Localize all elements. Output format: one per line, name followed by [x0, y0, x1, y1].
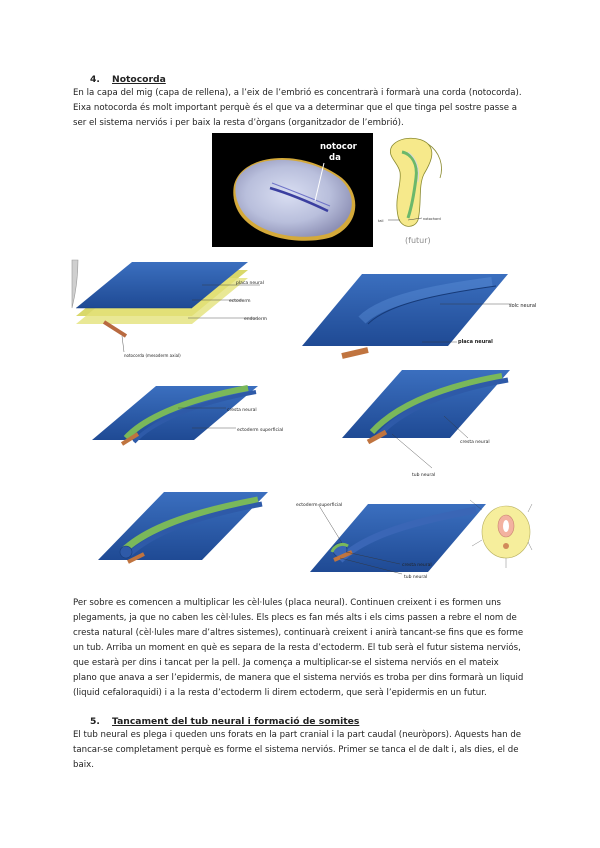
- section-4-paragraph: [73, 86, 529, 131]
- panel-2: [302, 274, 536, 356]
- tail-label: tail: [378, 219, 384, 223]
- paragraph-line: plano que anava a ser l’epidermis, de manera que el sistema nerviós es troba per dins formarà un liquid: [73, 673, 524, 683]
- label-ectoderm-superficial: ectoderm superficial: [237, 428, 284, 433]
- label-solc-neural: solc neural: [509, 303, 537, 309]
- paragraph-line: (liquid cefaloraquidi) i a la resta d’ectoderm li direm ectoderm, que serà l’epidermis en un futur.: [73, 688, 487, 698]
- label-endoderm: endoderm: [244, 317, 268, 322]
- neurulation-figure: [72, 260, 537, 588]
- paragraph-line: cresta natural (cèl·lules mare d’altres sistemes), continuarà creixent i anirà tancant-se fins que es forme: [73, 628, 524, 638]
- label-placa-neural-1: placa neural: [236, 281, 264, 286]
- panel-6: [296, 502, 486, 580]
- paragraph-line: Per sobre es comencen a multiplicar les cèl·lules (placa neural). Continuen creixent i es formen uns: [73, 598, 502, 608]
- section-4-title: Notocorda: [112, 74, 166, 85]
- paragraph-line: un tub. Arriba un moment en què es separa de la resta d’ectoderm. El tub serà el futur sistema nerviós,: [73, 643, 521, 653]
- panel-3: [92, 386, 283, 444]
- future-label: (futur): [405, 236, 431, 245]
- panel-1: [76, 262, 267, 358]
- label-placa-neural-2: placa neural: [458, 339, 493, 345]
- paragraph-line: ser el sistema nerviós i per baix la resta d’òrgans (organitzador de l’embrió).: [73, 118, 404, 128]
- section-4-number: 4.: [90, 74, 100, 85]
- neural-paragraph: [73, 596, 529, 701]
- section-5-number: 5.: [90, 716, 100, 727]
- paragraph-line: baix.: [73, 760, 94, 770]
- label-tub-neural-2: tub neural: [404, 575, 428, 580]
- section-5-title: Tancament del tub neural i formació de somites: [112, 716, 360, 727]
- panel-5: [98, 492, 268, 562]
- paragraph-line: El tub neural es plega i queden uns forats en la part cranial i la part caudal (neuròpors). Aquests han de: [73, 730, 522, 740]
- label-cresta-neural: cresta neural: [227, 408, 257, 413]
- embryo-sketch: [378, 134, 460, 234]
- section-5-heading: [90, 716, 359, 727]
- label-ectoderm: ectoderm: [229, 299, 251, 304]
- notochord-small-label: notochord: [423, 217, 441, 221]
- paragraph-line: que estarà per dins i tancat per la pell. Ja comença a multiplicar-se el sistema nerviós en el mateix: [73, 658, 499, 668]
- notochord-embryo-photo: [212, 133, 373, 247]
- notochord-label-line2: da: [329, 153, 341, 163]
- label-cresta-neural-2: cresta neural: [460, 440, 490, 445]
- section-4-heading: [90, 74, 166, 85]
- paragraph-line: En la capa del mig (capa de rellena), a l’eix de l’embrió es concentrarà i formarà una corda (notocorda).: [73, 88, 522, 98]
- paragraph-line: plegaments, ja que no caben les cèl·lules. Els plecs es fan més alts i els cims passen a rebre el nom de: [73, 613, 517, 623]
- section-5-paragraph: [73, 728, 529, 773]
- label-cresta-neural-3: cresta neural: [402, 563, 432, 568]
- label-notocorda: notocorda (mesoderm axial): [124, 353, 181, 358]
- paragraph-line: Eixa notocorda és molt important perquè és el que va a determinar que el que tinga pel sostre passe a: [73, 103, 517, 113]
- label-tub-neural: tub neural: [412, 473, 436, 478]
- notochord-label-line1: notocor: [320, 142, 357, 152]
- paragraph-line: tancar-se completament perquè es forme el sistema nerviós. Primer se tanca el de dalt i, als dies, el de: [73, 745, 519, 755]
- panel-4: [342, 370, 510, 478]
- label-ectoderm-superficial-2: ectoderm superficial: [296, 503, 343, 508]
